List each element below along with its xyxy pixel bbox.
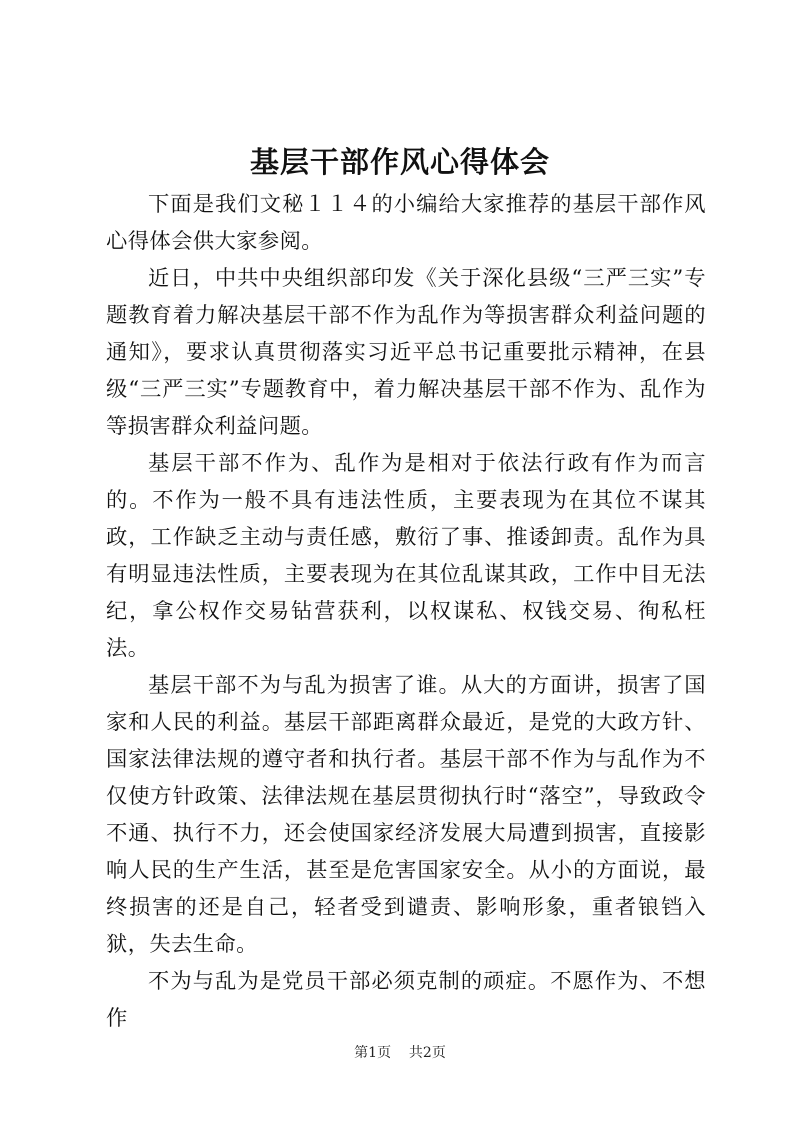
paragraph-intro: 下面是我们文秘１１４的小编给大家推荐的基层干部作风心得体会供大家参阅。 — [106, 192, 706, 254]
document-title: 基层干部作风心得体会 — [249, 145, 550, 179]
page-number: 第1页 — [354, 1045, 392, 1061]
paragraph-definition: 基层干部不作为、乱作为是相对于依法行政有作为而言的。不作为一般不具有违法性质，主要表现为在其位不谋其政，工作缺乏主动与责任感，敷衍了事、推诿卸责。乱作为具有明显违法性质，主要表现为在其位乱谋其政，工作中目无法纪，拿公权作交易钻营获利，以权谋私、权钱交易、徇私枉法。 — [106, 451, 706, 661]
paragraph-notice: 近日，中共中央组织部印发《关于深化县级“三严三实”专题教育着力解决基层干部不作为乱作为等损害群众利益问题的通知》，要求认真贯彻落实习近平总书记重要批示精神，在县级“三严三实”专题教育中，着力解决基层干部不作为、乱作为等损害群众利益问题。 — [106, 266, 706, 439]
document-body — [106, 186, 706, 1037]
paragraph-cure: 不为与乱为是党员干部必须克制的顽症。不愿作为、不想作 — [106, 969, 706, 1031]
page-footer — [0, 1043, 800, 1063]
page-total: 共2页 — [408, 1045, 446, 1061]
paragraph-harm: 基层干部不为与乱为损害了谁。从大的方面讲，损害了国家和人民的利益。基层干部距离群众最近，是党的大政方针、国家法律法规的遵守者和执行者。基层干部不作为与乱作为不仅使方针政策、法律法规在基层贯彻执行时“落空”，导致政令不通、执行不力，还会使国家经济发展大局遭到损害，直接影响人民的生产生活，甚至是危害国家安全。从小的方面说，最终损害的还是自己，轻者受到谴责、影响形象，重者锒铛入狱，失去生命。 — [106, 673, 706, 957]
